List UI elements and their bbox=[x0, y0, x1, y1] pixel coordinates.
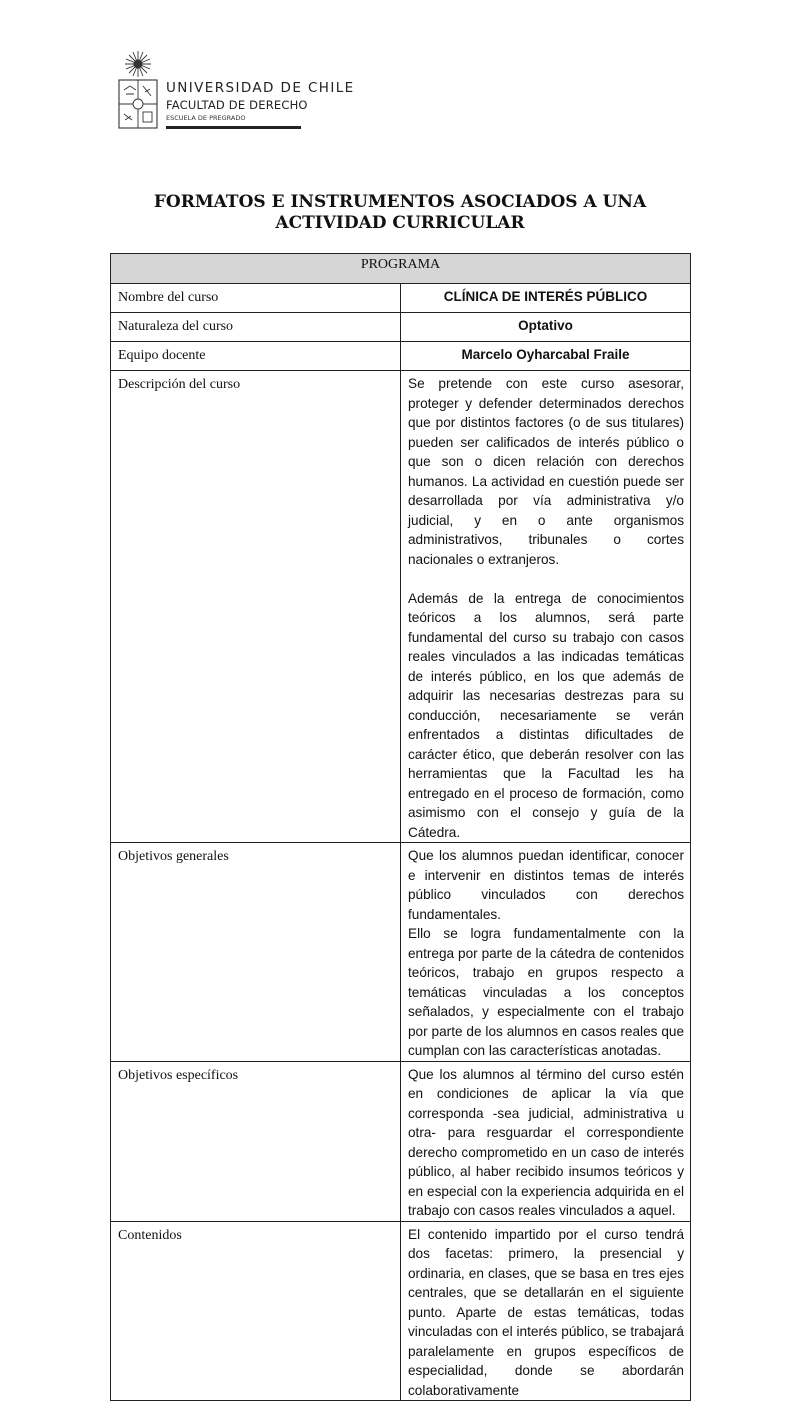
table-header-row bbox=[111, 254, 691, 284]
general-objectives-value bbox=[401, 843, 691, 1062]
title-line-2: ACTIVIDAD CURRICULAR bbox=[275, 213, 525, 233]
contents-paragraph-1: El contenido impartido por el curso tendrá dos facetas: primero, la presencial y ordinaria, en clases, que se basa en tres ejes centrales, que se detallarán en el siguiente punto. Aparte de estas temáticas, todas vinculadas con el interés público, se trabajará paralelamente en grupos específicos de especialidad, donde se abordarán colaborativamente bbox=[408, 1226, 684, 1398]
table-header: PROGRAMA bbox=[111, 254, 691, 284]
course-nature-value: Optativo bbox=[401, 313, 691, 342]
description-paragraph-2: Además de la entrega de conocimientos teóricos a los alumnos, será parte fundamental del curso su trabajo con casos reales vinculados a las indicadas temáticas de interés público, en los que además de adquirir las necesarias destrezas para su conducción, necesariamente se verán enfrentados a distintas dificultades de carácter ético, que deberán resolver con las herramientas que la Facultad les ha entregado en el proceso de formación, como asimismo con el consejo y guía de la Cátedra. bbox=[408, 590, 684, 840]
university-name: UNIVERSIDAD DE CHILE bbox=[166, 80, 355, 96]
row-label-general-objectives: Objetivos generales bbox=[111, 843, 401, 1062]
table-row bbox=[111, 284, 691, 313]
school-name: ESCUELA DE PREGRADO bbox=[166, 114, 246, 122]
row-label-specific-objectives: Objetivos específicos bbox=[111, 1061, 401, 1221]
table-row bbox=[111, 1221, 691, 1401]
program-table bbox=[110, 253, 691, 1401]
university-crest-icon bbox=[116, 50, 160, 132]
title-line-1: FORMATOS E INSTRUMENTOS ASOCIADOS A UNA bbox=[153, 192, 647, 212]
description-paragraph-1: Se pretende con este curso asesorar, proteger y defender determinados derechos que por distintos factores (o de sus titulares) pueden ser calificados de interés público o que son o dicen relación con derechos humanos. La actividad en cuestión puede ser desarrollada por vía administrativa y/o judicial, y en o ante organismos administrativos, tribunales o cortes nacionales o extranjeros. bbox=[408, 376, 684, 567]
university-logo bbox=[116, 50, 355, 132]
contents-value bbox=[401, 1221, 691, 1401]
logo-underline bbox=[166, 126, 301, 129]
row-label-course-name: Nombre del curso bbox=[111, 284, 401, 313]
table-row bbox=[111, 843, 691, 1062]
faculty-name: FACULTAD DE DERECHO bbox=[166, 98, 308, 112]
row-label-teaching-team: Equipo docente bbox=[111, 342, 401, 371]
table-row bbox=[111, 313, 691, 342]
row-label-course-nature: Naturaleza del curso bbox=[111, 313, 401, 342]
table-row bbox=[111, 1061, 691, 1221]
teaching-team-value: Marcelo Oyharcabal Fraile bbox=[401, 342, 691, 371]
course-name-value: CLÍNICA DE INTERÉS PÚBLICO bbox=[401, 284, 691, 313]
general-objectives-paragraph-2: Ello se logra fundamentalmente con la entrega por parte de la cátedra de contenidos teóricos, trabajo en grupos respecto a temáticas vinculadas a los conceptos señalados, y especialmente con el trabajo por parte de los alumnos en casos reales que cumplan con las características anotadas. bbox=[408, 926, 684, 1058]
row-label-contents: Contenidos bbox=[111, 1221, 401, 1401]
specific-objectives-value bbox=[401, 1061, 691, 1221]
document-title bbox=[100, 192, 700, 234]
row-label-description: Descripción del curso bbox=[111, 371, 401, 843]
specific-objectives-paragraph-1: Que los alumnos al término del curso estén en condiciones de aplicar la vía que corresponda -sea judicial, administrativa u otra- para resguardar el correspondiente derecho comprometido en un caso de interés público, al haber recibido insumos teóricos y en especial con la experiencia adquirida en el trabajo con casos reales vinculados a aquel. bbox=[408, 1066, 684, 1218]
table-row bbox=[111, 342, 691, 371]
table-row bbox=[111, 371, 691, 843]
description-value bbox=[401, 371, 691, 843]
general-objectives-paragraph-1: Que los alumnos puedan identificar, conocer e intervenir en distintos temas de interés público vinculados con derechos fundamentales. bbox=[408, 848, 684, 922]
